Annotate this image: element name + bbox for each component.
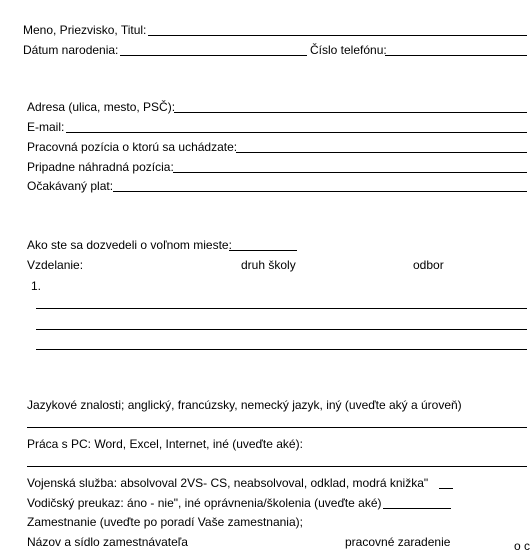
position-field-line[interactable] xyxy=(236,152,527,153)
languages-label: Jazykové znalosti; anglický, francúzsky, nemecký jazyk, iný (uveďte aký a úroveň) xyxy=(27,398,462,412)
salary-field-line[interactable] xyxy=(113,191,527,192)
name-label: Meno, Priezvisko, Titul: xyxy=(23,23,147,37)
education-line-1[interactable] xyxy=(36,308,527,309)
position-label: Pracovná pozícia o ktorú sa uchádzate: xyxy=(27,140,238,154)
phone-field-line[interactable] xyxy=(385,55,527,56)
email-field-line[interactable] xyxy=(66,132,527,133)
role-header: pracovné zaradenie xyxy=(345,535,451,549)
license-label: Vodičský preukaz: áno - nie", iné oprávnenia/školenia (uveďte aké) xyxy=(27,496,382,510)
source-field-line[interactable] xyxy=(229,250,297,251)
license-field-line[interactable] xyxy=(383,508,451,509)
pc-label: Práca s PC: Word, Excel, Internet, iné (uveďte aké): xyxy=(27,437,303,451)
salary-label: Očakávaný plat: xyxy=(27,179,114,193)
dob-field-line[interactable] xyxy=(120,55,307,56)
phone-label: Číslo telefónu: xyxy=(310,43,387,57)
employer-header: Názov a sídlo zamestnávateľa xyxy=(27,535,188,549)
education-line-3[interactable] xyxy=(36,349,527,350)
address-label: Adresa (ulica, mesto, PSČ): xyxy=(27,100,176,114)
email-label: E-mail: xyxy=(27,120,65,134)
address-field-line[interactable] xyxy=(174,112,527,113)
education-label: Vzdelanie: xyxy=(27,258,84,272)
source-label: Ako ste sa dozvedeli o voľnom mieste: xyxy=(27,238,232,252)
alt-position-label: Pripadne náhradná pozícia: xyxy=(27,160,174,174)
school-type-header: druh školy xyxy=(241,258,296,272)
name-field-line[interactable] xyxy=(148,35,527,36)
military-field-line[interactable] xyxy=(439,488,453,489)
education-item-number: 1. xyxy=(31,279,42,293)
alt-position-field-line[interactable] xyxy=(173,172,527,173)
pc-field-line[interactable] xyxy=(27,466,527,467)
education-line-2[interactable] xyxy=(36,329,527,330)
cut-off-header: o c xyxy=(514,539,530,553)
dob-label: Dátum narodenia: xyxy=(23,43,119,57)
military-label: Vojenská služba: absolvoval 2VS- CS, neabsolvoval, odklad, modrá knižka" xyxy=(27,476,429,490)
languages-field-line[interactable] xyxy=(27,427,527,428)
field-header: odbor xyxy=(413,258,444,272)
employment-label: Zamestnanie (uveďte po poradí Vaše zamestnania); xyxy=(27,515,303,529)
